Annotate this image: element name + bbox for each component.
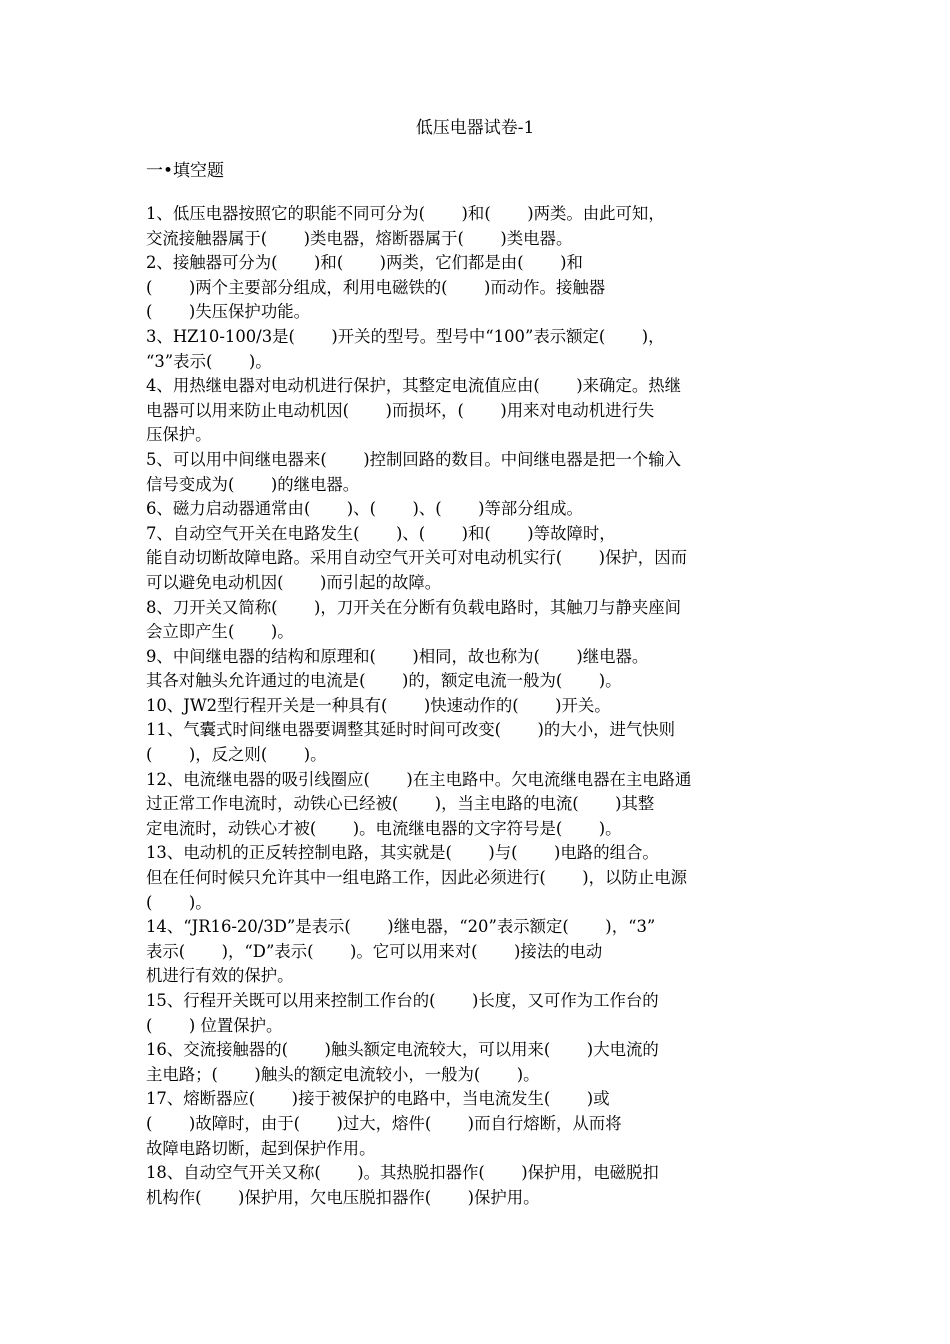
question-text-line: 2、接触器可分为( )和( )两类，它们都是由( )和: [146, 253, 583, 273]
question-text-line: ( )，反之则( )。: [146, 745, 327, 765]
question-text-line: 4、用热继电器对电动机进行保护，其整定电流值应由( )来确定。热继: [146, 376, 682, 396]
question-text-line: 12、电流继电器的吸引线圈应( )在主电路中。欠电流继电器在主电路通: [146, 769, 692, 789]
question-text-line: ( )失压保护功能。: [146, 302, 310, 322]
question-text-line: 3、HZ10-100/3是( )开关的型号。型号中“100”表示额定( )，: [146, 326, 665, 346]
question-text-line: 定电流时，动铁心才被( )。电流继电器的文字符号是( )。: [146, 818, 622, 838]
question-text-line: 电器可以用来防止电动机因( )而损坏，( )用来对电动机进行失: [146, 400, 655, 420]
question-text-line: 17、熔断器应( )接于被保护的电路中，当电流发生( )或: [146, 1089, 610, 1109]
question-text-line: 过正常工作电流时，动铁心已经被( )，当主电路的电流( )其整: [146, 794, 655, 814]
question-text-line: 压保护。: [146, 425, 212, 445]
question-text-line: “3”表示( )。: [146, 351, 272, 371]
question-text-line: 14、“JR16-20/3D”是表示( )继电器，“20”表示额定( )，“3”: [146, 917, 656, 937]
question-text-line: 机进行有效的保护。: [146, 966, 294, 986]
question-text-line: 会立即产生( )。: [146, 622, 294, 642]
question-text-line: 其各对触头允许通过的电流是( )的，额定电流一般为( )。: [146, 671, 622, 691]
question-text-line: 8、刀开关又简称( )，刀开关在分断有负载电路时，其触刀与静夹座间: [146, 597, 682, 617]
question-text-line: 交流接触器属于( )类电器，熔断器属于( )类电器。: [146, 228, 573, 248]
question-text-line: 信号变成为( )的继电器。: [146, 474, 360, 494]
question-text-line: 表示( )，“D”表示( )。它可以用来对( )接法的电动: [146, 941, 603, 961]
document-title: 低压电器试卷-1: [415, 118, 535, 138]
question-text-line: 15、行程开关既可以用来控制工作台的( )长度，又可作为工作台的: [146, 991, 659, 1010]
question-text-line: 10、JW2型行程开关是一种具有( )快速动作的( )开关。: [146, 695, 611, 715]
question-text-line: 5、可以用中间继电器来( )控制回路的数目。中间继电器是把一个输入: [146, 449, 682, 469]
question-text-line: 11、气囊式时间继电器要调整其延时时间可改变( )的大小，进气快则: [146, 720, 676, 740]
question-text-line: 13、电动机的正反转控制电路，其实就是( )与( )电路的组合。: [146, 843, 659, 863]
question-text-line: 故障电路切断，起到保护作用。: [146, 1138, 376, 1158]
question-text-line: ( )故障时，由于( )过大，熔件( )而自行熔断，从而将: [146, 1113, 622, 1133]
question-text-line: 能自动切断故障电路。采用自动空气开关可对电动机实行( )保护，因而: [146, 548, 687, 568]
section-heading: 一•填空题: [146, 161, 225, 181]
question-text-line: 6、磁力启动器通常由( )、( )、( )等部分组成。: [146, 499, 583, 519]
question-text-line: ( )。: [146, 892, 212, 912]
question-text-line: 7、自动空气开关在电路发生( )、( )和( )等故障时，: [146, 523, 616, 543]
question-text-line: 1、低压电器按照它的职能不同可分为( )和( )两类。由此可知，: [146, 204, 665, 223]
question-text-line: 主电路；( )触头的额定电流较小，一般为( )。: [146, 1064, 540, 1084]
question-list: [146, 202, 816, 1210]
question-text-line: 9、中间继电器的结构和原理和( )相同，故也称为( )继电器。: [146, 646, 649, 666]
question-text-line: 可以避免电动机因( )而引起的故障。: [146, 572, 442, 592]
question-text-line: 16、交流接触器的( )触头额定电流较大，可以用来( )大电流的: [146, 1040, 659, 1060]
question-text-line: ( ) 位置保护。: [146, 1015, 283, 1035]
question-text-line: 机构作( )保护用，欠电压脱扣器作( )保护用。: [146, 1187, 540, 1207]
question-text-line: 但在任何时候只允许其中一组电路工作，因此必须进行( )，以防止电源: [146, 868, 687, 888]
question-text-line: ( )两个主要部分组成，利用电磁铁的( )而动作。接触器: [146, 277, 606, 297]
question-text-line: 18、自动空气开关又称( )。其热脱扣器作( )保护用，电磁脱扣: [146, 1163, 659, 1183]
